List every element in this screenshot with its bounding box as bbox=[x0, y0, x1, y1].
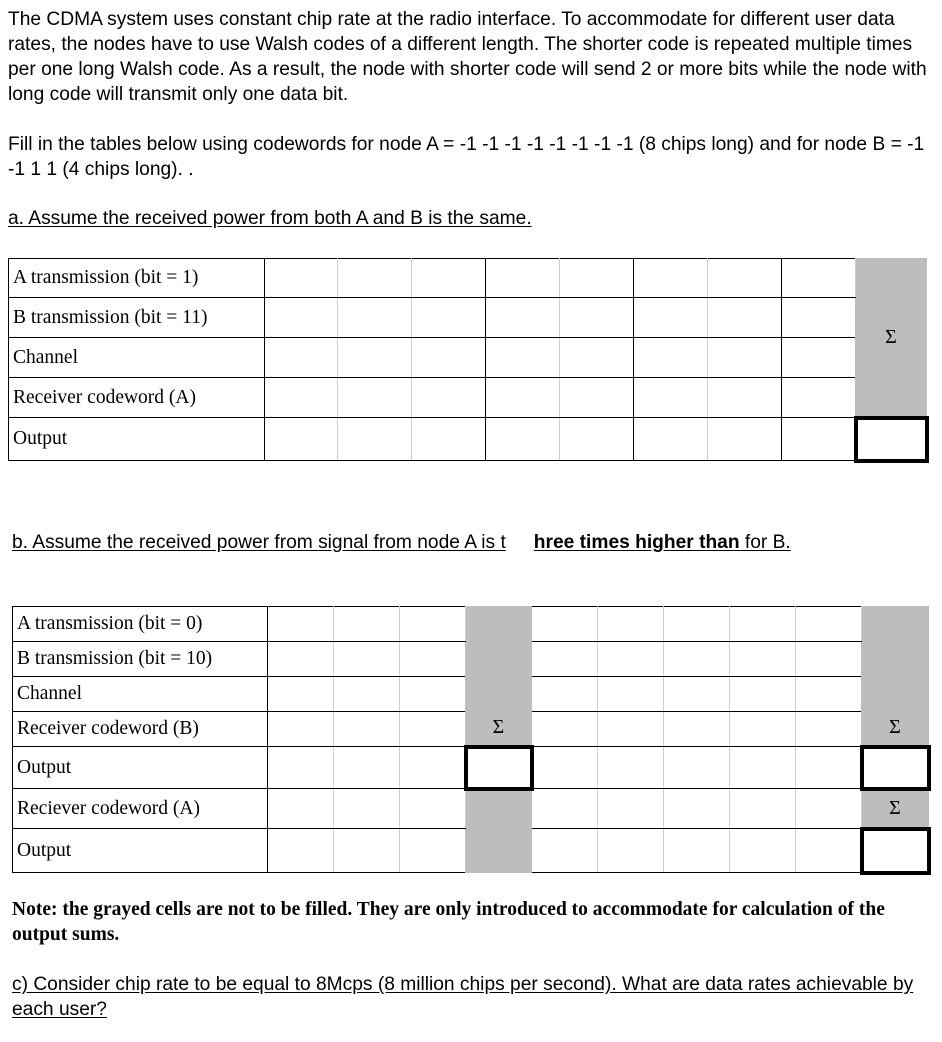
chip-cell[interactable] bbox=[486, 418, 560, 461]
chip-cell[interactable] bbox=[268, 747, 334, 789]
chip-cell[interactable] bbox=[664, 642, 730, 677]
output-sum-box[interactable] bbox=[862, 747, 929, 789]
row-label: Channel bbox=[9, 338, 265, 378]
chip-cell[interactable] bbox=[334, 712, 400, 747]
chip-cell[interactable] bbox=[268, 829, 334, 873]
chip-cell[interactable] bbox=[268, 607, 334, 642]
chip-cell[interactable] bbox=[412, 338, 486, 378]
chip-cell[interactable] bbox=[708, 259, 782, 298]
chip-cell[interactable] bbox=[708, 418, 782, 461]
chip-cell[interactable] bbox=[664, 829, 730, 873]
sum-cell: Σ bbox=[856, 259, 927, 418]
chip-cell[interactable] bbox=[334, 607, 400, 642]
chip-cell[interactable] bbox=[782, 338, 856, 378]
chip-cell[interactable] bbox=[334, 789, 400, 829]
chip-cell[interactable] bbox=[730, 642, 796, 677]
chip-cell[interactable] bbox=[486, 378, 560, 418]
chip-cell[interactable] bbox=[730, 677, 796, 712]
chip-cell[interactable] bbox=[265, 338, 338, 378]
chip-cell[interactable] bbox=[730, 829, 796, 873]
chip-cell[interactable] bbox=[730, 712, 796, 747]
table-row bbox=[9, 378, 927, 418]
part-b-heading bbox=[12, 531, 791, 555]
output-sum-box[interactable] bbox=[466, 747, 532, 789]
chip-cell[interactable] bbox=[598, 607, 664, 642]
part-c-text: c) Consider chip rate to be equal to 8Mcps (8 million chips per second). What are data rates achievable by each user? bbox=[12, 974, 914, 1020]
part-b-heading-bold: hree times higher than bbox=[533, 532, 740, 553]
chip-cell[interactable] bbox=[334, 829, 400, 873]
chip-cell[interactable] bbox=[634, 418, 708, 461]
chip-cell[interactable] bbox=[598, 677, 664, 712]
chip-cell[interactable] bbox=[664, 607, 730, 642]
table-row bbox=[13, 747, 929, 789]
chip-cell[interactable] bbox=[664, 789, 730, 829]
chip-cell[interactable] bbox=[412, 418, 486, 461]
chip-cell[interactable] bbox=[400, 607, 466, 642]
chip-cell[interactable] bbox=[412, 378, 486, 418]
chip-cell[interactable] bbox=[268, 789, 334, 829]
table-row bbox=[13, 789, 929, 829]
chip-cell[interactable] bbox=[532, 607, 598, 642]
chip-cell[interactable] bbox=[400, 712, 466, 747]
chip-cell[interactable] bbox=[708, 338, 782, 378]
row-label: Receiver codeword (B) bbox=[13, 712, 268, 747]
chip-cell[interactable] bbox=[560, 378, 634, 418]
chip-cell[interactable] bbox=[560, 259, 634, 298]
row-label: Reciever codeword (A) bbox=[13, 789, 268, 829]
chip-cell[interactable] bbox=[268, 677, 334, 712]
table-b bbox=[12, 606, 931, 875]
chip-cell[interactable] bbox=[782, 418, 856, 461]
chip-cell[interactable] bbox=[598, 829, 664, 873]
chip-cell[interactable] bbox=[796, 642, 862, 677]
chip-cell[interactable] bbox=[532, 747, 598, 789]
output-sum-box[interactable] bbox=[862, 829, 929, 873]
table-row bbox=[9, 259, 927, 298]
chip-cell[interactable] bbox=[400, 829, 466, 873]
chip-cell[interactable] bbox=[265, 298, 338, 338]
chip-cell[interactable] bbox=[634, 378, 708, 418]
chip-cell[interactable] bbox=[796, 829, 862, 873]
table-row bbox=[9, 338, 927, 378]
chip-cell[interactable] bbox=[634, 298, 708, 338]
chip-cell[interactable] bbox=[532, 829, 598, 873]
chip-cell[interactable] bbox=[334, 677, 400, 712]
gray-cell bbox=[466, 789, 532, 873]
chip-cell[interactable] bbox=[796, 607, 862, 642]
chip-cell[interactable] bbox=[268, 712, 334, 747]
intro-paragraph-2: Fill in the tables below using codewords for node A = -1 -1 -1 -1 -1 -1 -1 -1 (8 chips long) and for node B = -1 -1 1 1 (4 chips long). . bbox=[8, 134, 925, 180]
part-b-heading-end: for B. bbox=[739, 532, 791, 553]
row-label: B transmission (bit = 10) bbox=[13, 642, 268, 677]
row-label: Output bbox=[13, 829, 268, 873]
chip-cell[interactable] bbox=[532, 677, 598, 712]
chip-cell[interactable] bbox=[532, 789, 598, 829]
table-row bbox=[13, 607, 929, 642]
table-a bbox=[8, 258, 929, 463]
chip-cell[interactable] bbox=[560, 298, 634, 338]
chip-cell[interactable] bbox=[560, 418, 634, 461]
chip-cell[interactable] bbox=[412, 298, 486, 338]
chip-cell[interactable] bbox=[730, 747, 796, 789]
sum-cell: Σ bbox=[862, 607, 929, 747]
part-b-heading-start: b. Assume the received power from signal from node A is t bbox=[12, 532, 506, 553]
chip-cell[interactable] bbox=[486, 298, 560, 338]
chip-cell[interactable] bbox=[782, 378, 856, 418]
row-label: Output bbox=[13, 747, 268, 789]
chip-cell[interactable] bbox=[265, 259, 338, 298]
chip-cell[interactable] bbox=[265, 418, 338, 461]
chip-cell[interactable] bbox=[730, 607, 796, 642]
chip-cell[interactable] bbox=[334, 642, 400, 677]
chip-cell[interactable] bbox=[782, 298, 856, 338]
table-row bbox=[9, 298, 927, 338]
chip-cell[interactable] bbox=[730, 789, 796, 829]
chip-cell[interactable] bbox=[796, 677, 862, 712]
chip-cell[interactable] bbox=[400, 747, 466, 789]
row-label: A transmission (bit = 0) bbox=[13, 607, 268, 642]
chip-cell[interactable] bbox=[338, 298, 412, 338]
chip-cell[interactable] bbox=[486, 259, 560, 298]
table-row bbox=[9, 418, 927, 461]
sum-cell: Σ bbox=[862, 789, 929, 829]
chip-cell[interactable] bbox=[708, 298, 782, 338]
row-label: Channel bbox=[13, 677, 268, 712]
chip-cell[interactable] bbox=[338, 418, 412, 461]
output-sum-box[interactable] bbox=[856, 418, 927, 461]
chip-cell[interactable] bbox=[634, 259, 708, 298]
intro-paragraph-1: The CDMA system uses constant chip rate at the radio interface. To accommodate for different user data rates, the nodes have to use Walsh codes of a different length. The shorter code is repeated multiple times per one long Walsh code. As a result, the node with shorter code will send 2 or more bits while the node with long code will transmit only one data bit. bbox=[8, 9, 927, 105]
chip-cell[interactable] bbox=[268, 642, 334, 677]
part-a-heading: a. Assume the received power from both A and B is the same. bbox=[8, 208, 532, 229]
row-label: B transmission (bit = 11) bbox=[9, 298, 265, 338]
chip-cell[interactable] bbox=[412, 259, 486, 298]
chip-cell[interactable] bbox=[796, 789, 862, 829]
chip-cell[interactable] bbox=[400, 789, 466, 829]
chip-cell[interactable] bbox=[664, 747, 730, 789]
chip-cell[interactable] bbox=[708, 378, 782, 418]
note-text: Note: the grayed cells are not to be filled. They are only introduced to accommodate for calculation of the output sums. bbox=[12, 899, 885, 945]
chip-cell[interactable] bbox=[634, 338, 708, 378]
row-label: A transmission (bit = 1) bbox=[9, 259, 265, 298]
chip-cell[interactable] bbox=[338, 378, 412, 418]
chip-cell[interactable] bbox=[598, 712, 664, 747]
row-label: Output bbox=[9, 418, 265, 461]
chip-cell[interactable] bbox=[265, 378, 338, 418]
chip-cell[interactable] bbox=[560, 338, 634, 378]
chip-cell[interactable] bbox=[338, 259, 412, 298]
part-c-question bbox=[12, 972, 942, 1022]
chip-cell[interactable] bbox=[532, 712, 598, 747]
chip-cell[interactable] bbox=[796, 747, 862, 789]
row-label: Receiver codeword (A) bbox=[9, 378, 265, 418]
chip-cell[interactable] bbox=[664, 712, 730, 747]
chip-cell[interactable] bbox=[598, 789, 664, 829]
chip-cell[interactable] bbox=[486, 338, 560, 378]
chip-cell[interactable] bbox=[532, 642, 598, 677]
chip-cell[interactable] bbox=[598, 642, 664, 677]
chip-cell[interactable] bbox=[400, 642, 466, 677]
chip-cell[interactable] bbox=[782, 259, 856, 298]
chip-cell[interactable] bbox=[400, 677, 466, 712]
chip-cell[interactable] bbox=[334, 747, 400, 789]
chip-cell[interactable] bbox=[664, 677, 730, 712]
chip-cell[interactable] bbox=[796, 712, 862, 747]
chip-cell[interactable] bbox=[338, 338, 412, 378]
sum-cell: Σ bbox=[466, 607, 532, 747]
chip-cell[interactable] bbox=[598, 747, 664, 789]
